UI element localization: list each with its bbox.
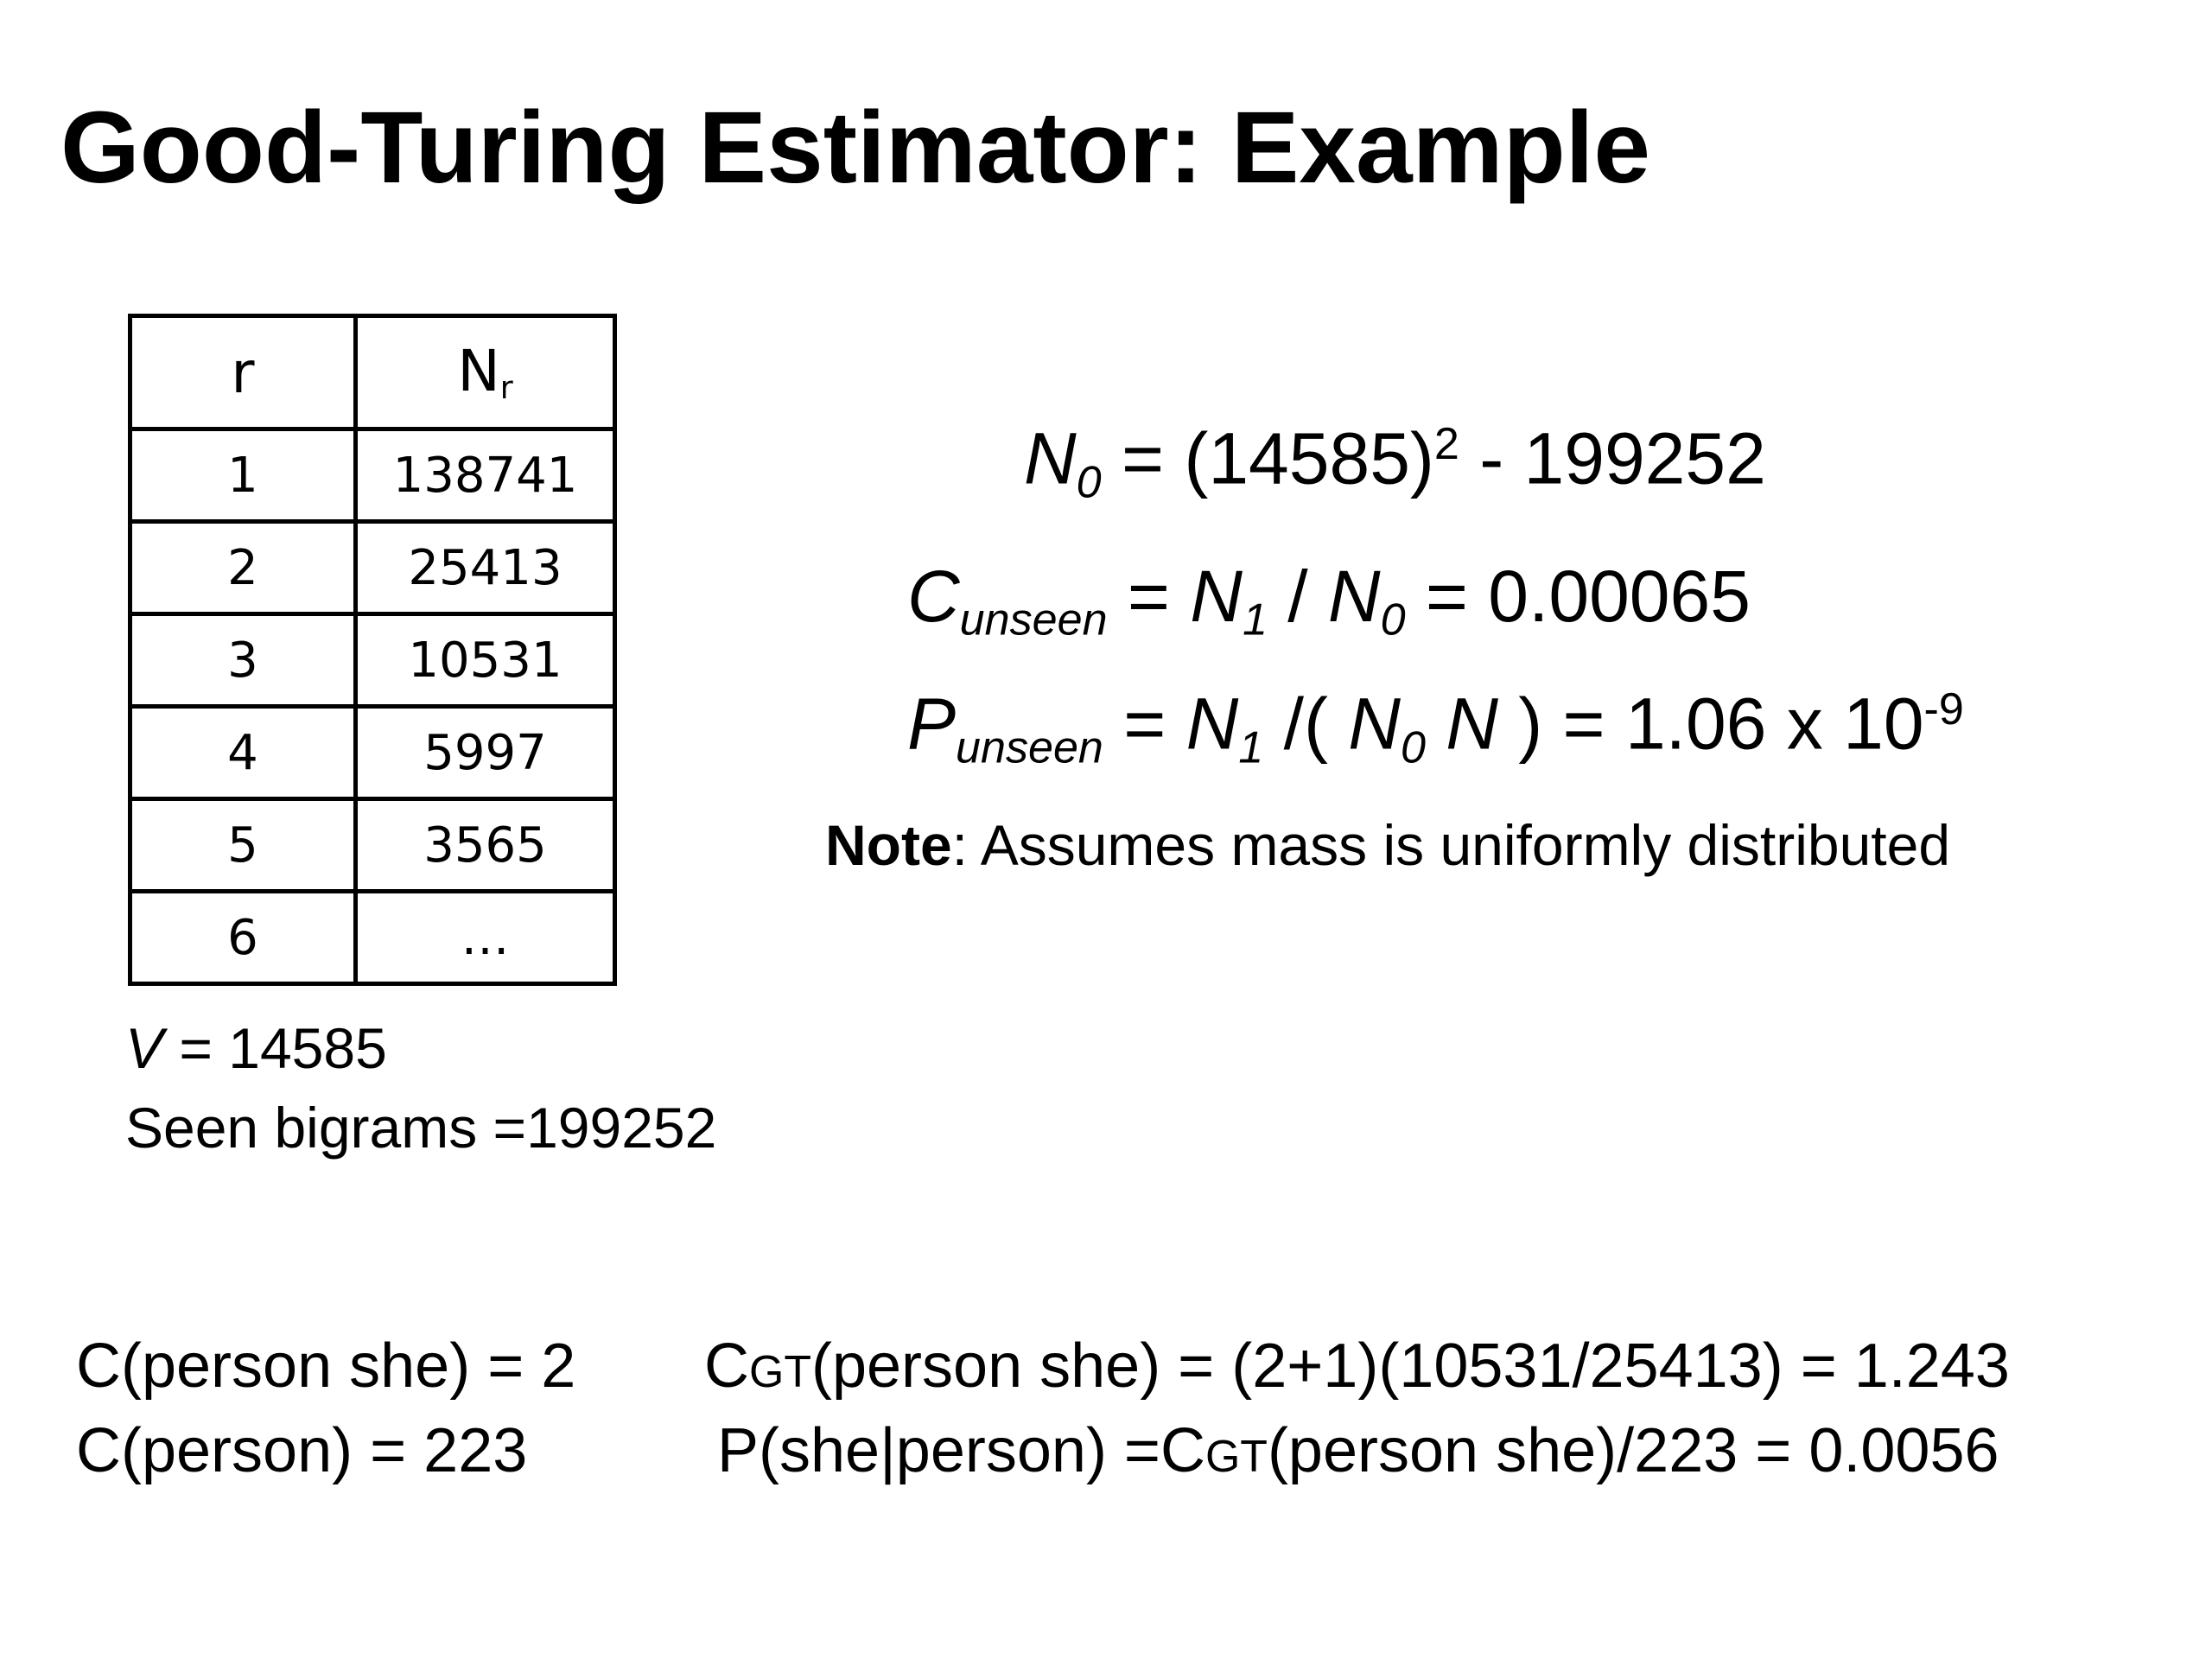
- cell-nr: 25413: [356, 522, 615, 614]
- cell-nr: 138741: [356, 429, 615, 522]
- slide-title: Good-Turing Estimator: Example: [60, 91, 1651, 205]
- eq3-s0: 0: [1400, 722, 1426, 773]
- table-row: [130, 522, 615, 614]
- p-rest: (person she)/223 = 0.0056: [1267, 1416, 1999, 1485]
- count-person-she: C(person she) = 2: [76, 1332, 576, 1401]
- eq3-mid: /(: [1263, 683, 1349, 765]
- eq1-sup: 2: [1433, 419, 1459, 469]
- frequency-table: [128, 314, 617, 986]
- cgt-sub: GT: [749, 1346, 811, 1396]
- eq3-n1: N: [1185, 683, 1239, 765]
- eq3-sup: -9: [1923, 684, 1964, 734]
- table-row: [130, 892, 615, 984]
- note-text: : Assumes mass is uniformly distributed: [951, 813, 1951, 877]
- cell-nr: 10531: [356, 614, 615, 707]
- table-row: [130, 799, 615, 892]
- cell-r: 3: [130, 614, 356, 707]
- cell-r: 5: [130, 799, 356, 892]
- note-label: Note: [825, 813, 952, 877]
- eq2-n1: N: [1190, 556, 1243, 637]
- header-n: N: [457, 338, 500, 405]
- eq3-n: N: [1425, 683, 1498, 765]
- table-row: [130, 707, 615, 799]
- eq1-n: N: [1024, 417, 1077, 499]
- equation-c-unseen: [907, 556, 1751, 645]
- table-row: [130, 429, 615, 522]
- eq2-c: C: [907, 556, 960, 637]
- equation-p-unseen: [907, 683, 1964, 773]
- table-row: [130, 614, 615, 707]
- eq3-sub: unseen: [956, 722, 1103, 773]
- cell-r: 2: [130, 522, 356, 614]
- seen-bigrams-line: Seen bigrams =199252: [125, 1096, 717, 1160]
- eq3-s1: 1: [1238, 722, 1264, 773]
- header-r: r: [130, 316, 356, 429]
- eq2-slash: /: [1267, 556, 1328, 637]
- eq3-p: P: [907, 683, 957, 765]
- vocab-size-line: [125, 1016, 387, 1080]
- p-she-given-person-equation: [717, 1416, 1999, 1485]
- count-person: C(person) = 223: [76, 1416, 528, 1485]
- eq3-n0: N: [1348, 683, 1401, 765]
- cgt-equation: [704, 1332, 2010, 1401]
- eq1-sub0: 0: [1076, 457, 1102, 508]
- eq1-mid: = (14585): [1101, 417, 1434, 499]
- p-sub: GT: [1205, 1431, 1268, 1481]
- eq3-eq: =: [1103, 683, 1186, 765]
- eq2-result: = 0.00065: [1405, 556, 1751, 637]
- eq2-sub: unseen: [959, 594, 1108, 645]
- cgt-rest: (person she) = (2+1)(10531/25413) = 1.243: [810, 1332, 2010, 1401]
- eq2-n0: N: [1327, 556, 1381, 637]
- cell-r: 1: [130, 429, 356, 522]
- eq2-s0: 0: [1380, 594, 1406, 645]
- cell-nr: 5997: [356, 707, 615, 799]
- header-n-subscript: r: [499, 369, 513, 407]
- vocab-size-var: V: [125, 1016, 164, 1080]
- cell-nr: …: [356, 892, 615, 984]
- eq2-s1: 1: [1242, 594, 1268, 645]
- cell-r: 4: [130, 707, 356, 799]
- vocab-size-value: = 14585: [163, 1016, 387, 1080]
- eq1-rest: - 199252: [1459, 417, 1766, 499]
- eq3-close: ) = 1.06 x 10: [1497, 683, 1924, 765]
- eq2-eq: =: [1107, 556, 1191, 637]
- equation-n0: [1024, 417, 1766, 508]
- p-prefix: P(she|person) =C: [717, 1416, 1205, 1485]
- cell-r: 6: [130, 892, 356, 984]
- table-header-row: [130, 316, 615, 429]
- note-line: [825, 813, 1951, 877]
- cgt-c: C: [704, 1332, 749, 1401]
- header-nr: [356, 316, 615, 429]
- cell-nr: 3565: [356, 799, 615, 892]
